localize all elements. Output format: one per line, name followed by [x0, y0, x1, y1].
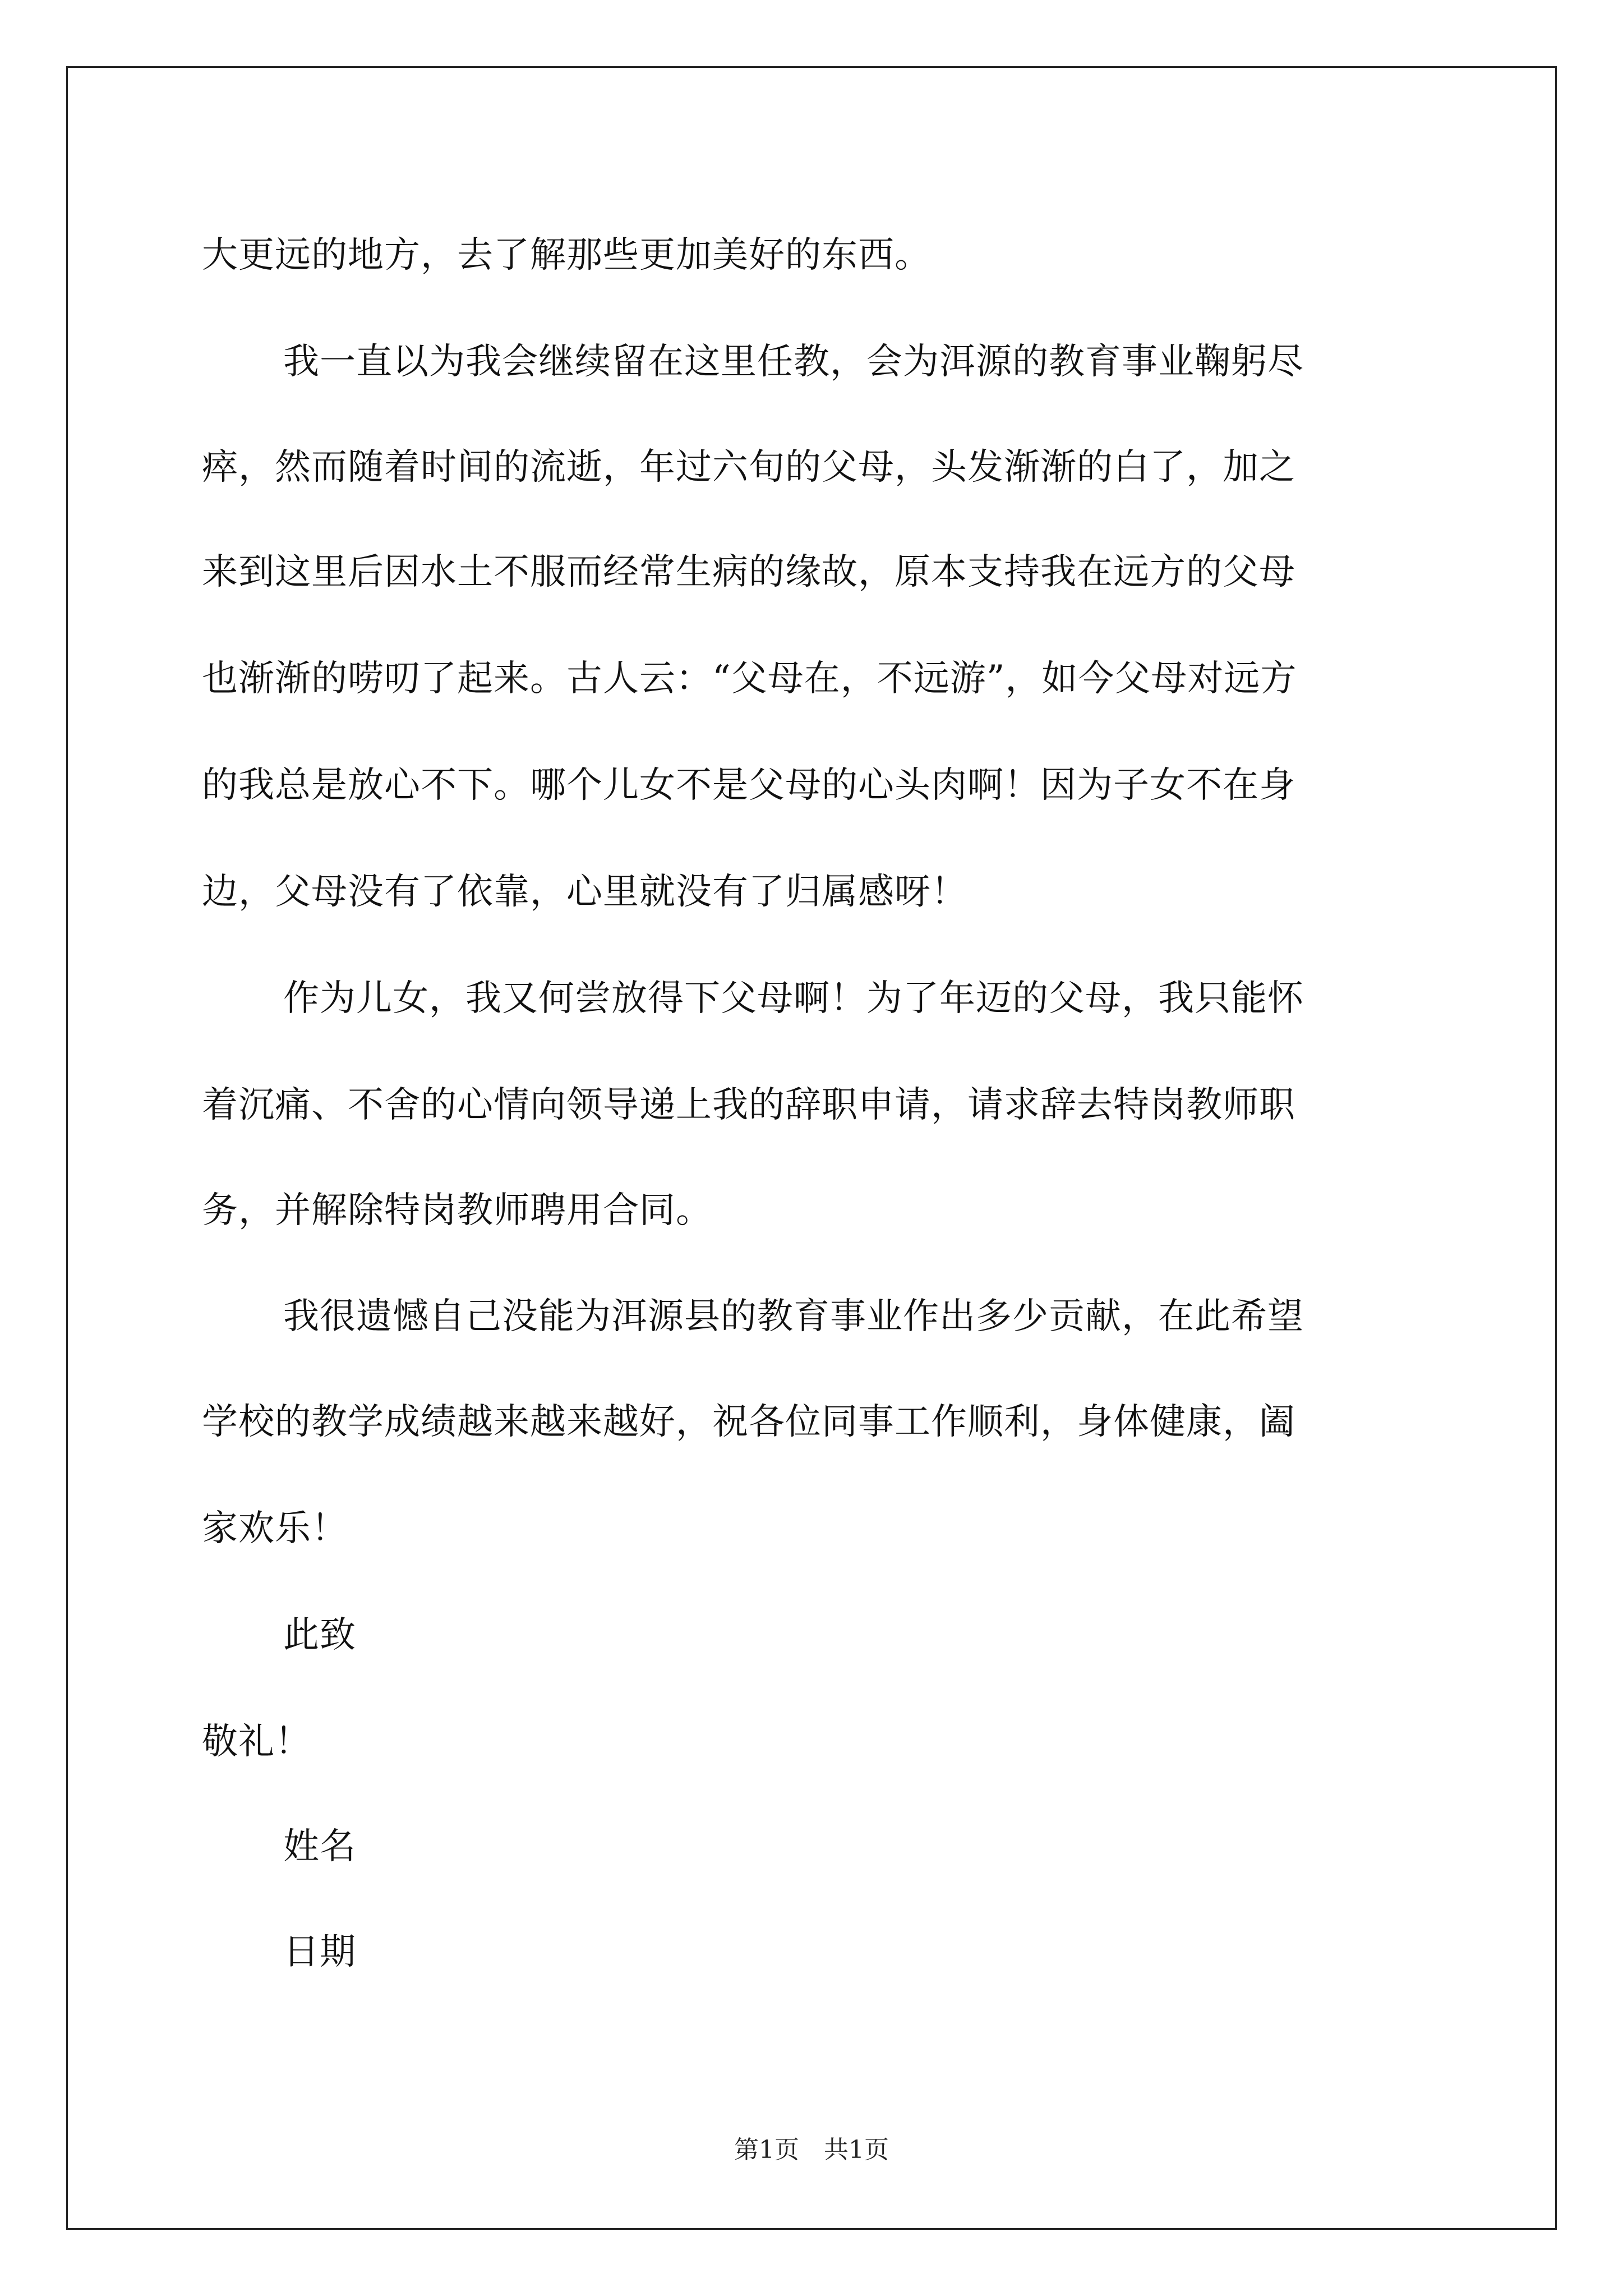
paragraph-start-line: 我很遗憾自己没能为洱源县的教育事业作出多少贡献，在此希望 — [283, 1296, 1304, 1337]
body-line: 也渐渐的唠叨了起来。古人云：“父母在，不远游”，如今父母对远方 — [202, 658, 1297, 700]
body-line: 大更远的地方，去了解那些更加美好的东西。 — [202, 234, 931, 276]
paragraph-start-line: 作为儿女，我又何尝放得下父母啊！为了年迈的父母，我只能怀 — [283, 978, 1304, 1019]
closing-salutation: 此致 — [283, 1614, 356, 1656]
body-line: 家欢乐！ — [202, 1508, 348, 1549]
body-line: 务，并解除特岗教师聘用合同。 — [202, 1190, 712, 1231]
body-line: 瘁，然而随着时间的流逝，年过六旬的父母，头发渐渐的白了，加之 — [202, 447, 1295, 488]
body-line: 来到这里后因水土不服而经常生病的缘故，原本支持我在远方的父母 — [202, 551, 1295, 593]
body-line: 边，父母没有了依靠，心里就没有了归属感呀！ — [202, 871, 967, 913]
page-border — [66, 66, 1557, 2230]
paragraph-start-line: 我一直以为我会继续留在这里任教，会为洱源的教育事业鞠躬尽 — [283, 341, 1304, 383]
closing-regards: 敬礼！ — [202, 1721, 311, 1763]
body-line: 着沉痛、不舍的心情向领导递上我的辞职申请，请求辞去特岗教师职 — [202, 1084, 1295, 1126]
body-line: 的我总是放心不下。哪个儿女不是父母的心头肉啊！因为子女不在身 — [202, 765, 1295, 806]
signature-name: 姓名 — [283, 1826, 356, 1867]
page-number-footer: 第1页 共1页 — [734, 2136, 889, 2164]
signature-date: 日期 — [283, 1931, 356, 1973]
body-line: 学校的教学成绩越来越来越好，祝各位同事工作顺利，身体健康，阖 — [202, 1401, 1295, 1443]
